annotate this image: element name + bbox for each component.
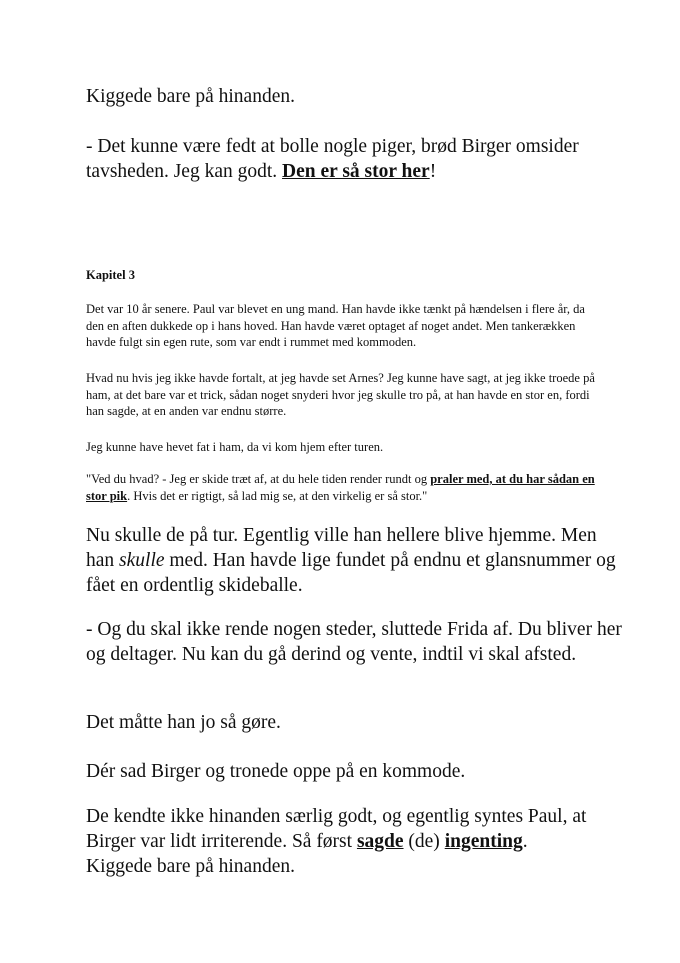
paragraph-bottom-4: Dér sad Birger og tronede oppe på en kommode. xyxy=(86,761,466,782)
bold-underlined-text: praler med, at du har sådan en stor pik xyxy=(86,472,595,503)
bold-underlined-text: ingenting xyxy=(444,831,523,852)
text: med. Han havde lige fundet på endnu et glansnummer og fået en ordentlig skideballe. xyxy=(86,550,616,596)
paragraph-top-1 xyxy=(86,84,626,109)
chapter-heading: Kapitel 3 xyxy=(86,268,135,282)
text: De kendte ikke hinanden særlig godt, og egentlig syntes Paul, at Birger var lidt irriterende. Så først xyxy=(86,806,587,852)
text: Kiggede bare på hinanden. xyxy=(86,856,295,877)
text: Kiggede bare på hinanden. xyxy=(86,86,295,107)
bold-underlined-text: Den er så stor her xyxy=(282,161,430,182)
paragraph-bottom-2: - Og du skal ikke rende nogen steder, sluttede Frida af. Du bliver her og deltager. Nu kan du gå derind og vente, indtil vi skal afsted. xyxy=(86,619,622,665)
chapter-paragraph-1: Det var 10 år senere. Paul var blevet en ung mand. Han havde ikke tænkt på hændelsen i flere år, da den en aften dukkede op i hans hoved. Han havde været optaget af noget andet. Men tankerækken havde fulgt sin egen rute, som var endt i rummet med kommoden. xyxy=(86,302,585,349)
paragraph-bottom-3: Det måtte han jo så gøre. xyxy=(86,712,281,733)
italic-text: skulle xyxy=(119,550,165,571)
text: ! xyxy=(429,161,437,182)
text: - Det kunne være fedt at bolle nogle piger, brød Birger omsider tavsheden. Jeg kan godt. xyxy=(86,136,579,182)
text: . xyxy=(522,831,528,852)
chapter-paragraph-3: Jeg kunne have hevet fat i ham, da vi kom hjem efter turen. xyxy=(86,440,384,454)
chapter-paragraph-4 xyxy=(86,471,596,504)
text: (de) xyxy=(403,831,445,852)
chapter-paragraph-2: Hvad nu hvis jeg ikke havde fortalt, at jeg havde set Arnes? Jeg kunne have sagt, at jeg ikke troede på ham, at det bare var et trick, sådan noget snyderi hvor jeg skulle tro på, at han havde en stor en, fordi han sagde, at en anden var endnu større. xyxy=(86,371,595,418)
paragraph-bottom-1 xyxy=(86,523,626,598)
paragraph-top-2 xyxy=(86,134,626,184)
text: . Hvis det er rigtigt, så lad mig se, at den virkelig er så stor." xyxy=(127,488,428,503)
bold-underlined-text: sagde xyxy=(356,831,404,852)
paragraph-bottom-5 xyxy=(86,804,626,879)
text: "Ved du hvad? - Jeg er skide træt af, at du hele tiden render rundt og xyxy=(86,472,431,486)
text: Nu skulle de på tur. Egentlig ville han hellere blive hjemme. Men han xyxy=(86,525,597,571)
